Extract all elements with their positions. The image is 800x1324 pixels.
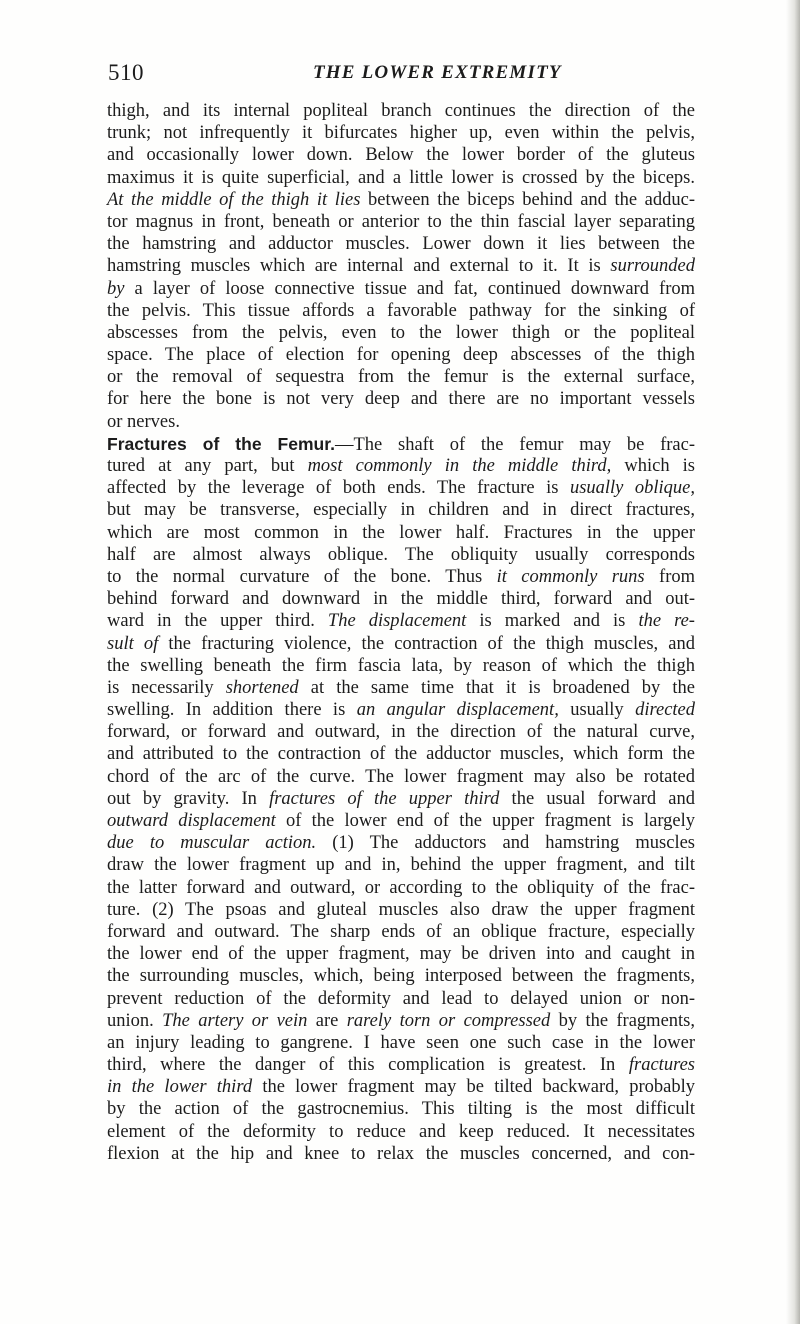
text-line <box>107 1143 695 1165</box>
text-line <box>107 743 695 765</box>
text-segment: maximus it is quite superficial, and a little lower is crossed by the biceps. <box>107 167 695 188</box>
text-segment: the fracturing violence, the contraction of the thigh muscles, and <box>158 633 695 654</box>
text-segment: chord of the arc of the curve. The lower fragment may also be rotated <box>107 766 695 787</box>
text-line <box>107 1010 695 1032</box>
text-segment: is necessarily <box>107 677 226 698</box>
text-segment: tured at any part, but <box>107 456 308 476</box>
text-segment: —The shaft of the femur may be frac- <box>334 434 696 455</box>
text-segment: the hamstring and adductor muscles. Lower down it lies between the <box>107 234 695 255</box>
text-line <box>107 189 695 211</box>
italic-text: sult of <box>107 633 159 654</box>
text-segment: element of the deformity to reduce and keep reduced. It necessitates <box>107 1121 695 1142</box>
text-segment: flexion at the hip and knee to relax the muscles concerned, and con- <box>107 1143 695 1164</box>
text-segment: the surrounding muscles, which, being interposed between the fragments, <box>107 966 695 987</box>
italic-text: shortened <box>225 677 299 698</box>
text-segment: (1) The adductors and hamstring muscles <box>316 833 695 854</box>
text-segment: third, where the danger of this complication is greatest. In <box>107 1055 629 1076</box>
text-segment: space. The place of election for opening deep abscesses of the thigh <box>107 345 695 366</box>
text-segment: hamstring muscles which are internal and external to it. It is <box>107 256 611 277</box>
italic-text: The artery or vein <box>162 1010 308 1031</box>
italic-text: At the middle of the thigh it lies <box>107 189 361 210</box>
text-line <box>107 854 695 876</box>
italic-text: in the lower third <box>107 1077 253 1098</box>
text-line <box>107 300 695 322</box>
text-line <box>107 1076 695 1098</box>
text-line <box>107 1032 695 1054</box>
text-segment: union. <box>107 1010 163 1031</box>
text-segment: between the biceps behind and the adduc- <box>360 189 696 210</box>
text-segment: which are most common in the lower half. Fractures in the upper <box>107 522 695 543</box>
page-edge-shadow <box>786 0 800 1324</box>
text-segment: the usual forward and <box>499 788 695 809</box>
text-line <box>107 921 695 943</box>
section-heading: Fractures of the Femur. <box>107 433 335 454</box>
text-line <box>107 1121 695 1143</box>
text-segment: of the lower end of the upper fragment is largely <box>275 811 695 831</box>
text-segment: swelling. In addition there is <box>107 700 357 721</box>
italic-text: fractures <box>628 1055 695 1076</box>
text-segment: usually <box>558 700 636 721</box>
italic-text: it commonly runs <box>496 566 645 587</box>
text-segment: to the normal curvature of the bone. Thus <box>107 566 497 587</box>
text-line <box>107 167 695 189</box>
text-segment: thigh, and its internal popliteal branch continues the direction of the <box>107 101 695 121</box>
italic-text: due to muscular action. <box>107 833 317 854</box>
text-segment: the lower fragment may be tilted backward, probably <box>252 1077 695 1098</box>
text-line <box>107 411 695 433</box>
italic-text: by <box>107 278 125 299</box>
text-segment: are <box>307 1010 347 1031</box>
italic-text: usually oblique, <box>569 478 695 499</box>
text-line <box>107 278 695 300</box>
text-line <box>107 566 695 588</box>
text-segment: forward and outward. The sharp ends of an oblique fracture, especially <box>107 921 695 942</box>
page-number: 510 <box>108 60 144 85</box>
text-line <box>107 455 695 477</box>
text-segment: out by gravity. In <box>107 788 270 809</box>
text-line <box>107 899 695 921</box>
text-segment: by the fragments, <box>550 1010 695 1031</box>
italic-text: an angular displacement, <box>356 700 559 721</box>
text-line <box>107 211 695 233</box>
text-line <box>107 677 695 699</box>
text-segment: a layer of loose connective tissue and fat, continued downward from <box>124 278 695 299</box>
text-line <box>107 965 695 987</box>
text-line <box>107 366 695 388</box>
text-line <box>107 433 695 455</box>
text-segment: forward, or forward and outward, in the direction of the natural curve, <box>107 722 695 743</box>
text-line <box>107 943 695 965</box>
italic-text: fractures of the upper third <box>269 788 500 809</box>
text-segment: and attributed to the contraction of the adductor muscles, which form the <box>107 744 695 765</box>
text-segment: from <box>644 566 695 587</box>
text-segment: draw the lower fragment up and in, behind the upper fragment, and tilt <box>107 855 695 876</box>
text-segment: tor magnus in front, beneath or anterior to the thin fascial layer separating <box>107 211 695 232</box>
text-segment: the swelling beneath the firm fascia lata, by reason of which the thigh <box>107 655 695 676</box>
text-line <box>107 344 695 366</box>
text-line <box>107 610 695 632</box>
text-segment: the latter forward and outward, or according to the obliquity of the frac- <box>107 877 695 898</box>
text-line <box>107 988 695 1010</box>
page-header <box>108 60 708 88</box>
text-segment: but may be transverse, especially in children and in direct fractures, <box>107 500 695 521</box>
italic-text: outward displacement <box>107 811 276 831</box>
text-segment: by the action of the gastrocnemius. This tilting is the most difficult <box>107 1099 695 1120</box>
text-line <box>107 144 695 166</box>
text-line <box>107 832 695 854</box>
text-segment: abscesses from the pelvis, even to the lower thigh or the popliteal <box>107 322 695 343</box>
text-line <box>107 322 695 344</box>
text-line <box>107 233 695 255</box>
text-segment: which is <box>611 456 695 476</box>
text-segment: ward in the upper third. <box>107 611 328 632</box>
text-segment: or the removal of sequestra from the femur is the external surface, <box>107 367 695 388</box>
text-line <box>107 766 695 788</box>
text-line <box>107 877 695 899</box>
body-text <box>107 100 695 1165</box>
text-line <box>107 1054 695 1076</box>
text-segment: at the same time that it is broadened by the <box>298 677 695 698</box>
text-line <box>107 388 695 410</box>
text-segment: or nerves. <box>107 411 180 432</box>
text-segment: ture. (2) The psoas and gluteal muscles also draw the upper fragment <box>107 899 695 920</box>
italic-text: directed <box>635 700 696 721</box>
text-line <box>107 655 695 677</box>
text-segment: half are almost always oblique. The obliquity usually corresponds <box>107 544 695 565</box>
italic-text: most commonly in the middle third, <box>307 456 612 476</box>
text-line <box>107 499 695 521</box>
text-segment: trunk; not infrequently it bifurcates higher up, even within the pelvis, <box>107 123 695 144</box>
text-line <box>107 122 695 144</box>
text-line <box>107 1098 695 1120</box>
text-segment: an injury leading to gangrene. I have seen one such case in the lower <box>107 1032 695 1053</box>
italic-text: the re- <box>638 611 695 632</box>
text-segment: prevent reduction of the deformity and lead to delayed union or non- <box>107 988 695 1009</box>
text-segment: affected by the leverage of both ends. The fracture is <box>107 478 570 499</box>
italic-text: surrounded <box>610 256 695 277</box>
text-segment: is marked and is <box>466 611 639 632</box>
text-segment: for here the bone is not very deep and there are no important vessels <box>107 389 695 410</box>
text-segment: the lower end of the upper fragment, may be driven into and caught in <box>107 944 695 965</box>
text-segment: and occasionally lower down. Below the lower border of the gluteus <box>107 145 695 166</box>
text-line <box>107 588 695 610</box>
text-line <box>107 100 695 122</box>
text-line <box>107 788 695 810</box>
italic-text: rarely torn or compressed <box>346 1010 551 1031</box>
text-line <box>107 544 695 566</box>
text-line <box>107 255 695 277</box>
text-line <box>107 477 695 499</box>
text-segment: behind forward and downward in the middle third, forward and out- <box>107 589 695 610</box>
text-segment: the pelvis. This tissue affords a favorable pathway for the sinking of <box>107 300 695 321</box>
text-line <box>107 699 695 721</box>
text-line <box>107 721 695 743</box>
text-line <box>107 633 695 655</box>
text-line <box>107 810 695 832</box>
italic-text: The displacement <box>327 611 467 632</box>
text-line <box>107 522 695 544</box>
running-head: THE LOWER EXTREMITY <box>313 62 562 83</box>
